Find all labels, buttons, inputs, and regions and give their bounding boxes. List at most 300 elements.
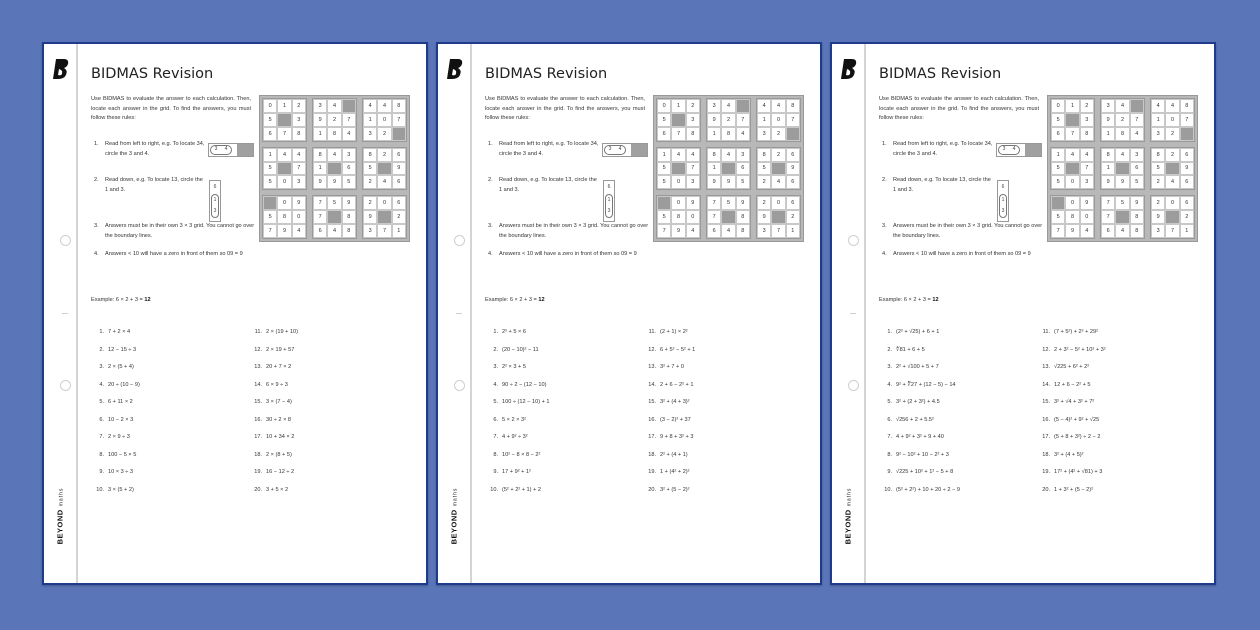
grid-cell[interactable]: 9 [342, 196, 356, 210]
question-expression: 10 − 2 × 3 [108, 416, 134, 423]
grid-cell[interactable]: 0 [377, 196, 391, 210]
grid-cell[interactable]: 4 [1130, 127, 1144, 141]
grid-cell[interactable]: 4 [327, 99, 341, 113]
question-item [485, 434, 635, 452]
question-number: 19. [254, 469, 262, 475]
grid-cell[interactable]: 4 [277, 148, 291, 162]
grid-cell[interactable]: 2 [363, 196, 377, 210]
grid-cell[interactable]: 9 [721, 175, 735, 189]
grid-cell[interactable]: 7 [786, 113, 800, 127]
grid-cell[interactable]: 3 [1080, 175, 1094, 189]
question-number: 9. [99, 469, 104, 475]
grid-cell[interactable]: 7 [1130, 113, 1144, 127]
grid-cell[interactable]: 4 [377, 99, 391, 113]
grid-cell[interactable]: 5 [263, 210, 277, 224]
grid-cell[interactable]: 6 [1180, 196, 1194, 210]
grid-cell[interactable]: 0 [277, 196, 291, 210]
grid-cell[interactable]: 4 [1115, 148, 1129, 162]
grid-cell[interactable]: 9 [757, 210, 771, 224]
grid-cell[interactable]: 5 [1051, 175, 1065, 189]
grid-cell-shaded[interactable] [1180, 127, 1194, 141]
grid-cell[interactable]: 8 [736, 210, 750, 224]
grid-cell[interactable]: 8 [686, 127, 700, 141]
grid-cell[interactable]: 7 [392, 113, 406, 127]
question-expression: (5 − 4)² + 9² + √25 [1054, 416, 1100, 423]
grid-cell[interactable]: 0 [657, 99, 671, 113]
grid-cell[interactable]: 1 [1065, 99, 1079, 113]
grid-cell[interactable]: 6 [263, 127, 277, 141]
beyond-logo-icon [446, 58, 464, 80]
question-item [1037, 329, 1197, 347]
question-item [91, 329, 241, 347]
grid-cell[interactable]: 7 [736, 113, 750, 127]
grid-cell[interactable]: 7 [1101, 196, 1115, 210]
grid-cell[interactable]: 6 [786, 196, 800, 210]
grid-cell[interactable]: 9 [327, 175, 341, 189]
grid-cell[interactable]: 4 [771, 99, 785, 113]
grid-cell-shaded[interactable] [1115, 210, 1129, 224]
grid-cell-shaded[interactable] [657, 196, 671, 210]
grid-cell-shaded[interactable] [327, 210, 341, 224]
grid-cell[interactable]: 4 [1080, 224, 1094, 238]
grid-cell[interactable]: 0 [771, 113, 785, 127]
question-expression: √225 + 6² + 2² [1054, 364, 1090, 370]
grid-cell[interactable]: 8 [786, 99, 800, 113]
grid-cell[interactable]: 5 [1115, 196, 1129, 210]
grid-cell[interactable]: 1 [277, 99, 291, 113]
questions-column-left [879, 329, 1029, 504]
grid-cell[interactable]: 4 [1151, 99, 1165, 113]
grid-cell[interactable]: 0 [1065, 196, 1079, 210]
grid-cell[interactable]: 1 [671, 99, 685, 113]
grid-cell[interactable]: 2 [757, 196, 771, 210]
question-item [1037, 452, 1197, 470]
grid-cell[interactable]: 2 [771, 148, 785, 162]
grid-cell[interactable]: 1 [313, 162, 327, 176]
grid-cell[interactable]: 4 [736, 127, 750, 141]
punch-hole-icon [848, 380, 859, 391]
grid-cell[interactable]: 6 [1180, 175, 1194, 189]
grid-cell[interactable]: 8 [671, 210, 685, 224]
grid-cell[interactable]: 3 [686, 113, 700, 127]
grid-cell[interactable]: 1 [1101, 162, 1115, 176]
grid-cell-shaded[interactable] [1165, 162, 1179, 176]
question-number: 8. [493, 451, 498, 458]
question-item [485, 347, 635, 365]
grid-cell[interactable]: 1 [707, 127, 721, 141]
grid-cell[interactable]: 3 [1080, 113, 1094, 127]
grid-cell[interactable]: 2 [1151, 196, 1165, 210]
grid-cell[interactable]: 9 [786, 162, 800, 176]
grid-cell[interactable]: 5 [1051, 210, 1065, 224]
grid-block [1100, 147, 1145, 191]
grid-cell[interactable]: 2 [377, 127, 391, 141]
grid-cell[interactable]: 4 [671, 148, 685, 162]
grid-cell[interactable]: 2 [392, 210, 406, 224]
grid-cell-shaded[interactable] [736, 99, 750, 113]
grid-cell[interactable]: 1 [1051, 148, 1065, 162]
grid-cell[interactable]: 5 [263, 175, 277, 189]
grid-cell[interactable]: 0 [1051, 99, 1065, 113]
grid-cell[interactable]: 4 [686, 224, 700, 238]
grid-cell[interactable]: 8 [313, 148, 327, 162]
grid-cell[interactable]: 5 [657, 113, 671, 127]
grid-cell[interactable]: 5 [1051, 113, 1065, 127]
grid-cell-shaded[interactable] [771, 210, 785, 224]
grid-cell[interactable]: 0 [671, 175, 685, 189]
grid-cell[interactable]: 2 [1151, 175, 1165, 189]
grid-cell[interactable]: 2 [1180, 210, 1194, 224]
grid-cell[interactable]: 8 [1130, 210, 1144, 224]
grid-cell[interactable]: 6 [392, 148, 406, 162]
question-item [249, 417, 409, 435]
grid-cell[interactable]: 6 [736, 162, 750, 176]
grid-cell[interactable]: 7 [1180, 113, 1194, 127]
grid-cell[interactable]: 9 [736, 196, 750, 210]
grid-cell[interactable]: 4 [686, 148, 700, 162]
grid-cell[interactable]: 8 [1180, 99, 1194, 113]
grid-cell[interactable]: 2 [292, 99, 306, 113]
grid-cell[interactable]: 5 [657, 162, 671, 176]
grid-cell[interactable]: 0 [1080, 210, 1094, 224]
grid-cell[interactable]: 4 [721, 99, 735, 113]
grid-cell[interactable]: 5 [1151, 162, 1165, 176]
question-item [249, 487, 409, 505]
grid-cell[interactable]: 9 [686, 196, 700, 210]
grid-cell[interactable]: 6 [342, 162, 356, 176]
grid-cell[interactable]: 1 [657, 148, 671, 162]
grid-cell[interactable]: 4 [1115, 99, 1129, 113]
question-expression: 4 + 9² + 3² + 9 + 40 [896, 434, 944, 440]
grid-cell[interactable]: 4 [327, 224, 341, 238]
grid-block [1100, 195, 1145, 239]
grid-cell[interactable]: 7 [292, 162, 306, 176]
grid-cell[interactable]: 7 [277, 127, 291, 141]
grid-cell-shaded[interactable] [1130, 99, 1144, 113]
grid-cell[interactable]: 9 [707, 113, 721, 127]
grid-cell[interactable]: 1 [1151, 113, 1165, 127]
question-expression: 3² + (4 + 3)² [660, 399, 690, 405]
grid-cell[interactable]: 9 [363, 210, 377, 224]
grid-cell[interactable]: 8 [757, 148, 771, 162]
grid-cell[interactable]: 6 [392, 175, 406, 189]
grid-cell[interactable]: 5 [1051, 162, 1065, 176]
question-item [91, 452, 241, 470]
grid-cell-shaded[interactable] [1051, 196, 1065, 210]
grid-cell[interactable]: 5 [657, 210, 671, 224]
grid-cell[interactable]: 2 [686, 99, 700, 113]
grid-cell-shaded[interactable] [721, 210, 735, 224]
grid-cell[interactable]: 9 [1080, 196, 1094, 210]
grid-cell[interactable]: 2 [721, 113, 735, 127]
grid-cell-shaded[interactable] [721, 162, 735, 176]
grid-cell-shaded[interactable] [392, 127, 406, 141]
question-number: 7. [493, 434, 498, 440]
question-item [879, 399, 1029, 417]
question-item [643, 399, 803, 417]
grid-cell[interactable]: 5 [327, 196, 341, 210]
grid-cell[interactable]: 0 [671, 196, 685, 210]
grid-cell[interactable]: 1 [1180, 224, 1194, 238]
grid-cell-shaded[interactable] [277, 162, 291, 176]
grid-cell[interactable]: 4 [1115, 224, 1129, 238]
question-expression: ∜81 + 6 + 5 [896, 346, 925, 353]
grid-cell[interactable]: 8 [342, 210, 356, 224]
grid-cell[interactable]: 3 [736, 148, 750, 162]
grid-cell[interactable]: 8 [392, 99, 406, 113]
grid-cell[interactable]: 7 [313, 196, 327, 210]
grid-cell[interactable]: 0 [292, 210, 306, 224]
grid-cell[interactable]: 5 [342, 175, 356, 189]
grid-cell[interactable]: 6 [313, 224, 327, 238]
grid-cell[interactable]: 9 [313, 113, 327, 127]
grid-cell-shaded[interactable] [671, 113, 685, 127]
punch-hole-icon [848, 235, 859, 246]
grid-cell[interactable]: 2 [757, 175, 771, 189]
grid-cell[interactable]: 9 [292, 196, 306, 210]
grid-cell[interactable]: 3 [757, 224, 771, 238]
grid-cell[interactable]: 9 [671, 224, 685, 238]
grid-cell[interactable]: 6 [1180, 148, 1194, 162]
grid-cell[interactable]: 8 [327, 127, 341, 141]
grid-cell[interactable]: 3 [707, 99, 721, 113]
grid-cell[interactable]: 6 [392, 196, 406, 210]
grid-cell[interactable]: 4 [1165, 99, 1179, 113]
grid-cell[interactable]: 6 [707, 224, 721, 238]
grid-cell[interactable]: 3 [1130, 148, 1144, 162]
grid-cell[interactable]: 9 [1115, 175, 1129, 189]
grid-cell[interactable]: 1 [786, 224, 800, 238]
grid-cell[interactable]: 7 [771, 224, 785, 238]
grid-cell[interactable]: 3 [313, 99, 327, 113]
grid-cell[interactable]: 7 [671, 127, 685, 141]
grid-cell[interactable]: 3 [686, 175, 700, 189]
grid-cell[interactable]: 7 [342, 113, 356, 127]
question-item [1037, 347, 1197, 365]
grid-block [262, 195, 307, 239]
grid-cell[interactable]: 8 [1065, 210, 1079, 224]
grid-cell[interactable]: 4 [721, 148, 735, 162]
question-number: 8. [887, 451, 892, 458]
grid-cell-shaded[interactable] [1065, 162, 1079, 176]
grid-cell[interactable]: 7 [1051, 224, 1065, 238]
grid-cell[interactable]: 9 [1065, 224, 1079, 238]
grid-cell[interactable]: 4 [292, 148, 306, 162]
grid-cell[interactable]: 0 [1165, 196, 1179, 210]
grid-cell-shaded[interactable] [342, 99, 356, 113]
grid-cell[interactable]: 7 [686, 162, 700, 176]
grid-cell[interactable]: 1 [263, 148, 277, 162]
grid-cell[interactable]: 3 [1151, 127, 1165, 141]
left-margin-strip [44, 44, 78, 583]
grid-cell[interactable]: 5 [263, 162, 277, 176]
grid-cell[interactable]: 0 [1165, 113, 1179, 127]
grid-cell[interactable]: 7 [263, 224, 277, 238]
grid-cell[interactable]: 5 [657, 175, 671, 189]
grid-cell[interactable]: 6 [1051, 127, 1065, 141]
question-number: 7. [887, 434, 892, 440]
grid-cell-shaded[interactable] [263, 196, 277, 210]
grid-cell[interactable]: 9 [313, 175, 327, 189]
grid-cell[interactable]: 7 [707, 196, 721, 210]
question-number: 15. [648, 399, 656, 405]
grid-cell[interactable]: 9 [1180, 162, 1194, 176]
grid-cell[interactable]: 3 [342, 148, 356, 162]
grid-cell[interactable]: 6 [1101, 224, 1115, 238]
question-expression: 17² + (4² + √81) + 3 [1054, 469, 1103, 475]
question-item [1037, 469, 1197, 487]
grid-cell-shaded[interactable] [1115, 162, 1129, 176]
grid-cell[interactable]: 4 [363, 99, 377, 113]
grid-cell[interactable]: 0 [686, 210, 700, 224]
grid-cell[interactable]: 1 [707, 162, 721, 176]
grid-cell[interactable]: 3 [363, 224, 377, 238]
grid-cell[interactable]: 1 [313, 127, 327, 141]
grid-cell[interactable]: 0 [277, 175, 291, 189]
grid-cell[interactable]: 2 [1165, 148, 1179, 162]
grid-cell[interactable]: 3 [757, 127, 771, 141]
grid-cell[interactable]: 7 [657, 224, 671, 238]
grid-cell[interactable]: 0 [263, 99, 277, 113]
grid-cell[interactable]: 2 [327, 113, 341, 127]
grid-cell[interactable]: 8 [721, 127, 735, 141]
grid-cell[interactable]: 4 [721, 224, 735, 238]
questions-column-right [249, 329, 409, 504]
grid-cell[interactable]: 2 [377, 148, 391, 162]
grid-cell[interactable]: 4 [1065, 148, 1079, 162]
grid-cell[interactable]: 7 [377, 224, 391, 238]
grid-cell[interactable]: 9 [1101, 175, 1115, 189]
grid-cell-shaded[interactable] [786, 127, 800, 141]
grid-cell[interactable]: 6 [786, 148, 800, 162]
grid-cell[interactable]: 5 [263, 113, 277, 127]
grid-cell[interactable]: 8 [277, 210, 291, 224]
question-expression: √225 + 10² + 1² − 5 + 8 [896, 469, 954, 475]
grid-cell[interactable]: 4 [757, 99, 771, 113]
grid-cell[interactable]: 4 [1165, 175, 1179, 189]
grid-cell[interactable]: 5 [721, 196, 735, 210]
grid-cell[interactable]: 8 [707, 148, 721, 162]
question-number: 20. [1042, 486, 1050, 493]
grid-cell[interactable]: 3 [292, 175, 306, 189]
grid-cell[interactable]: 2 [363, 175, 377, 189]
grid-cell[interactable]: 2 [771, 127, 785, 141]
grid-cell[interactable]: 7 [1080, 162, 1094, 176]
grid-cell[interactable]: 8 [292, 127, 306, 141]
grid-cell[interactable]: 4 [327, 148, 341, 162]
grid-cell[interactable]: 9 [277, 224, 291, 238]
grid-cell[interactable]: 8 [1151, 148, 1165, 162]
grid-cell[interactable]: 8 [736, 224, 750, 238]
question-number: 2. [99, 346, 104, 353]
grid-cell[interactable]: 8 [342, 224, 356, 238]
grid-cell[interactable]: 2 [1115, 113, 1129, 127]
grid-cell[interactable]: 8 [1130, 224, 1144, 238]
grid-cell[interactable]: 8 [363, 148, 377, 162]
question-expression: 9² − 10² + 10 − 2² + 3 [896, 451, 949, 458]
grid-cell[interactable]: 5 [363, 162, 377, 176]
grid-cell[interactable]: 5 [736, 175, 750, 189]
grid-cell[interactable]: 9 [707, 175, 721, 189]
question-item [91, 347, 241, 365]
grid-cell[interactable]: 1 [363, 113, 377, 127]
grid-cell[interactable]: 5 [757, 162, 771, 176]
grid-cell[interactable]: 8 [1080, 127, 1094, 141]
brand-vertical-text: BEYONDmaths [843, 487, 853, 545]
grid-cell[interactable]: 9 [1151, 210, 1165, 224]
grid-cell-shaded[interactable] [771, 162, 785, 176]
left-margin-strip [832, 44, 866, 583]
grid-cell[interactable]: 8 [1115, 127, 1129, 141]
grid-cell[interactable]: 0 [1065, 175, 1079, 189]
grid-cell-shaded[interactable] [377, 210, 391, 224]
answer-grid [259, 95, 410, 242]
grid-cell-shaded[interactable] [327, 162, 341, 176]
grid-cell[interactable]: 3 [1101, 99, 1115, 113]
grid-cell[interactable]: 5 [1130, 175, 1144, 189]
fold-mark [62, 313, 68, 314]
grid-cell[interactable]: 4 [1080, 148, 1094, 162]
grid-cell-shaded[interactable] [277, 113, 291, 127]
grid-cell[interactable]: 2 [1165, 127, 1179, 141]
grid-cell[interactable]: 6 [786, 175, 800, 189]
grid-cell[interactable]: 7 [1065, 127, 1079, 141]
grid-cell[interactable]: 2 [786, 210, 800, 224]
question-item [91, 487, 241, 505]
grid-cell-shaded[interactable] [377, 162, 391, 176]
question-number: 4. [99, 381, 104, 388]
grid-cell[interactable]: 7 [313, 210, 327, 224]
grid-cell-shaded[interactable] [671, 162, 685, 176]
grid-cell[interactable]: 1 [757, 113, 771, 127]
grid-cell[interactable]: 7 [707, 210, 721, 224]
question-item [1037, 382, 1197, 400]
question-expression: 20 + 7 × 2 [266, 364, 292, 370]
grid-cell[interactable]: 2 [1080, 99, 1094, 113]
grid-cell[interactable]: 0 [771, 196, 785, 210]
grid-cell[interactable]: 1 [392, 224, 406, 238]
question-expression: 12 − 15 ÷ 3 [108, 346, 137, 353]
grid-cell[interactable]: 3 [363, 127, 377, 141]
grid-cell[interactable]: 7 [1165, 224, 1179, 238]
grid-cell[interactable]: 6 [657, 127, 671, 141]
grid-cell[interactable]: 4 [292, 224, 306, 238]
grid-cell-shaded[interactable] [1165, 210, 1179, 224]
grid-cell-shaded[interactable] [1065, 113, 1079, 127]
grid-cell[interactable]: 3 [292, 113, 306, 127]
grid-cell[interactable]: 9 [1130, 196, 1144, 210]
punch-hole-icon [60, 235, 71, 246]
grid-block [706, 147, 751, 191]
grid-cell[interactable]: 8 [1101, 148, 1115, 162]
question-item [485, 329, 635, 347]
grid-cell[interactable]: 6 [1130, 162, 1144, 176]
grid-cell[interactable]: 7 [1101, 210, 1115, 224]
question-item [249, 329, 409, 347]
example-line: Example: 6 × 2 + 3 = 12 [879, 297, 939, 303]
question-number: 10. [96, 486, 104, 493]
grid-cell[interactable]: 3 [1151, 224, 1165, 238]
grid-cell[interactable]: 9 [1101, 113, 1115, 127]
grid-cell[interactable]: 4 [342, 127, 356, 141]
question-expression: (7 + 5²) + 2² + 29² [1054, 329, 1098, 335]
grid-cell[interactable]: 9 [392, 162, 406, 176]
grid-cell[interactable]: 1 [1101, 127, 1115, 141]
grid-cell[interactable]: 4 [771, 175, 785, 189]
grid-cell[interactable]: 0 [377, 113, 391, 127]
grid-cell[interactable]: 4 [377, 175, 391, 189]
top-to-bottom-example: 6 1 3 [603, 180, 615, 222]
